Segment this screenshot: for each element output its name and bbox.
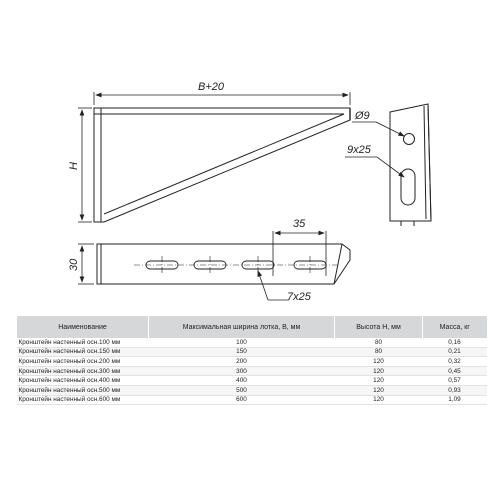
table-header-row [17,316,487,338]
cell-name: Кронштейн настенный осн.100 мм [17,338,149,347]
cell-max-width: 500 [149,385,335,395]
base-slot-size-label: 7x25 [287,291,311,303]
base-height-dimension [78,244,94,284]
width-dimension-label: B+20 [198,81,224,93]
slot-centerlines [134,256,338,274]
height-dimension-label: H [68,162,80,170]
cell-mass: 0,32 [423,357,487,367]
column-header-max-width: Максимальная ширина лотка, B, мм [149,316,335,338]
cell-max-width: 200 [149,357,335,367]
cell-mass: 0,45 [423,366,487,376]
hole-leader [352,122,404,136]
slot-leader [345,157,404,177]
cell-max-width: 400 [149,376,335,386]
cell-height: 120 [335,366,423,376]
cell-name: Кронштейн настенный осн.300 мм [17,366,149,376]
specification-table [16,316,487,405]
bracket-base-view [97,244,350,284]
table-row [17,338,487,347]
table-row [17,357,487,367]
column-header-mass: Масса, кг [423,316,487,338]
cell-name: Кронштейн настенный осн.150 мм [17,347,149,357]
cell-height: 80 [335,338,423,347]
slot-size-label: 9x25 [347,144,371,156]
cell-max-width: 600 [149,395,335,405]
cell-mass: 0,93 [423,385,487,395]
cell-name: Кронштейн настенный осн.200 мм [17,357,149,367]
cell-height: 120 [335,385,423,395]
cell-mass: 0,21 [423,347,487,357]
column-header-name: Наименование [17,316,149,338]
cell-max-width: 300 [149,366,335,376]
cell-height: 120 [335,376,423,386]
cell-mass: 0,57 [423,376,487,386]
table-row [17,376,487,386]
hole-diameter-label: Ø9 [355,110,370,122]
cell-name: Кронштейн настенный осн.600 мм [17,395,149,405]
cell-max-width: 150 [149,347,335,357]
bracket-side-view [94,108,350,222]
pitch-dimension-label: 35 [293,218,306,230]
column-header-height: Высота H, мм [335,316,423,338]
base-slot-leader [258,271,289,300]
table-row [17,366,487,376]
cell-name: Кронштейн настенный осн.400 мм [17,376,149,386]
table-row [17,395,487,405]
cell-max-width: 100 [149,338,335,347]
cell-name: Кронштейн настенный осн.500 мм [17,385,149,395]
cell-mass: 0,16 [423,338,487,347]
cell-height: 120 [335,357,423,367]
height-dimension [78,108,92,222]
cell-mass: 1,09 [423,395,487,405]
base-height-label: 30 [68,258,80,271]
width-dimension [94,92,350,105]
wall-plate-front-view [390,104,431,226]
cell-height: 80 [335,347,423,357]
table-row [17,347,487,357]
cell-height: 120 [335,395,423,405]
table-row [17,385,487,395]
